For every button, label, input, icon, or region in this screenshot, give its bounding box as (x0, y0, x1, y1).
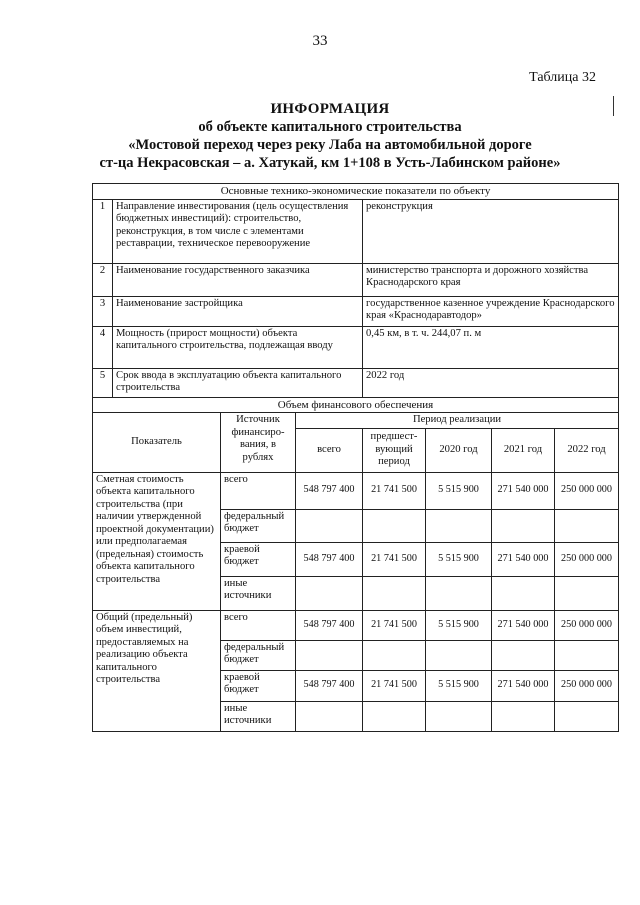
value-2020 (426, 640, 492, 670)
source-cell: всего (221, 610, 296, 640)
header-prev: предшест-вующий период (363, 428, 426, 472)
margin-mark (613, 96, 614, 116)
value-total: 548 797 400 (296, 610, 363, 640)
value-prev: 21 741 500 (363, 670, 426, 701)
value-2020: 5 515 900 (426, 610, 492, 640)
value-2022 (555, 576, 619, 610)
value-2022: 250 000 000 (555, 610, 619, 640)
indicator-value: 0,45 км, в т. ч. 244,07 п. м (363, 326, 619, 368)
source-cell: краевой бюджет (221, 542, 296, 576)
value-total: 548 797 400 (296, 670, 363, 701)
value-prev: 21 741 500 (363, 472, 426, 509)
source-cell: федеральный бюджет (221, 640, 296, 670)
section-finance-title: Объем финансового обеспечения (93, 397, 619, 413)
indicator-row (93, 263, 619, 296)
value-total (296, 640, 363, 670)
value-2021 (492, 576, 555, 610)
header-total: всего (296, 428, 363, 472)
value-2020: 5 515 900 (426, 472, 492, 509)
value-total (296, 576, 363, 610)
indicator-label: Наименование государственного заказчика (113, 263, 363, 296)
value-prev: 21 741 500 (363, 542, 426, 576)
header-indicator: Показатель (93, 413, 221, 473)
indicator-number: 5 (93, 368, 113, 397)
source-cell: всего (221, 472, 296, 509)
indicator-label: Срок ввода в эксплуатацию объекта капитального строительства (113, 368, 363, 397)
value-2020 (426, 701, 492, 731)
indicator-label: Направление инвестирования (цель осуществления бюджетных инвестиций): строительство, реконструкция, в том числе с элементами реставрации, техническое перевооружение (113, 199, 363, 263)
section-tech-title: Основные технико-экономические показатели по объекту (93, 184, 619, 200)
indicator-row (93, 199, 619, 263)
table-label: Таблица 32 (529, 70, 596, 85)
indicator-number: 3 (93, 296, 113, 326)
header-2020: 2020 год (426, 428, 492, 472)
indicator-label: Наименование застройщика (113, 296, 363, 326)
heading-title: ИНФОРМАЦИЯ (270, 101, 390, 117)
info-table (92, 183, 619, 732)
value-prev: 21 741 500 (363, 610, 426, 640)
indicator-row (93, 326, 619, 368)
value-2020: 5 515 900 (426, 670, 492, 701)
value-2022: 250 000 000 (555, 670, 619, 701)
indicator-label: Мощность (прирост мощности) объекта капитального строительства, подлежащая вводу (113, 326, 363, 368)
value-2022 (555, 701, 619, 731)
page-number: 33 (312, 33, 328, 49)
value-2020 (426, 576, 492, 610)
finance-row (93, 610, 619, 640)
indicator-value: государственное казенное учреждение Краснодарского края «Краснодаравтодор» (363, 296, 619, 326)
value-2021: 271 540 000 (492, 542, 555, 576)
value-2020 (426, 509, 492, 542)
indicator-row (93, 296, 619, 326)
indicator-value: реконструкция (363, 199, 619, 263)
value-prev (363, 576, 426, 610)
value-prev (363, 701, 426, 731)
value-2021 (492, 701, 555, 731)
value-prev (363, 640, 426, 670)
indicator-row (93, 368, 619, 397)
value-2021: 271 540 000 (492, 610, 555, 640)
indicator-value: 2022 год (363, 368, 619, 397)
value-2022: 250 000 000 (555, 542, 619, 576)
header-period: Период реализации (296, 413, 619, 429)
value-total (296, 701, 363, 731)
source-cell: краевой бюджет (221, 670, 296, 701)
value-total: 548 797 400 (296, 542, 363, 576)
group-label: Сметная стоимость объекта капитального строительства (при наличии утвержденной проектной документации) или предполагаемая (предельная) стоимость объекта капитального строительства (93, 472, 221, 610)
heading-line-4: ст-ца Некрасовская – а. Хатукай, км 1+108 в Усть-Лабинском районе» (99, 155, 561, 171)
document-heading (90, 100, 570, 172)
value-total: 548 797 400 (296, 472, 363, 509)
value-total (296, 509, 363, 542)
heading-line-3: «Мостовой переход через реку Лаба на автомобильной дороге (128, 137, 532, 153)
group-label: Общий (предельный) объем инвестиций, предоставляемых на реализацию объекта капитального строительства (93, 610, 221, 731)
value-2021 (492, 509, 555, 542)
source-cell: иные источники (221, 701, 296, 731)
value-2021 (492, 640, 555, 670)
value-2020: 5 515 900 (426, 542, 492, 576)
indicator-value: министерство транспорта и дорожного хозяйства Краснодарского края (363, 263, 619, 296)
value-2022: 250 000 000 (555, 472, 619, 509)
value-2022 (555, 509, 619, 542)
heading-line-2: об объекте капитального строительства (198, 119, 462, 135)
header-source: Источник финансиро-вания, в рублях (221, 413, 296, 473)
indicator-number: 4 (93, 326, 113, 368)
value-2022 (555, 640, 619, 670)
value-2021: 271 540 000 (492, 472, 555, 509)
source-cell: иные источники (221, 576, 296, 610)
indicator-number: 1 (93, 199, 113, 263)
source-cell: федеральный бюджет (221, 509, 296, 542)
header-2021: 2021 год (492, 428, 555, 472)
indicator-number: 2 (93, 263, 113, 296)
finance-row (93, 472, 619, 509)
value-prev (363, 509, 426, 542)
header-2022: 2022 год (555, 428, 619, 472)
value-2021: 271 540 000 (492, 670, 555, 701)
